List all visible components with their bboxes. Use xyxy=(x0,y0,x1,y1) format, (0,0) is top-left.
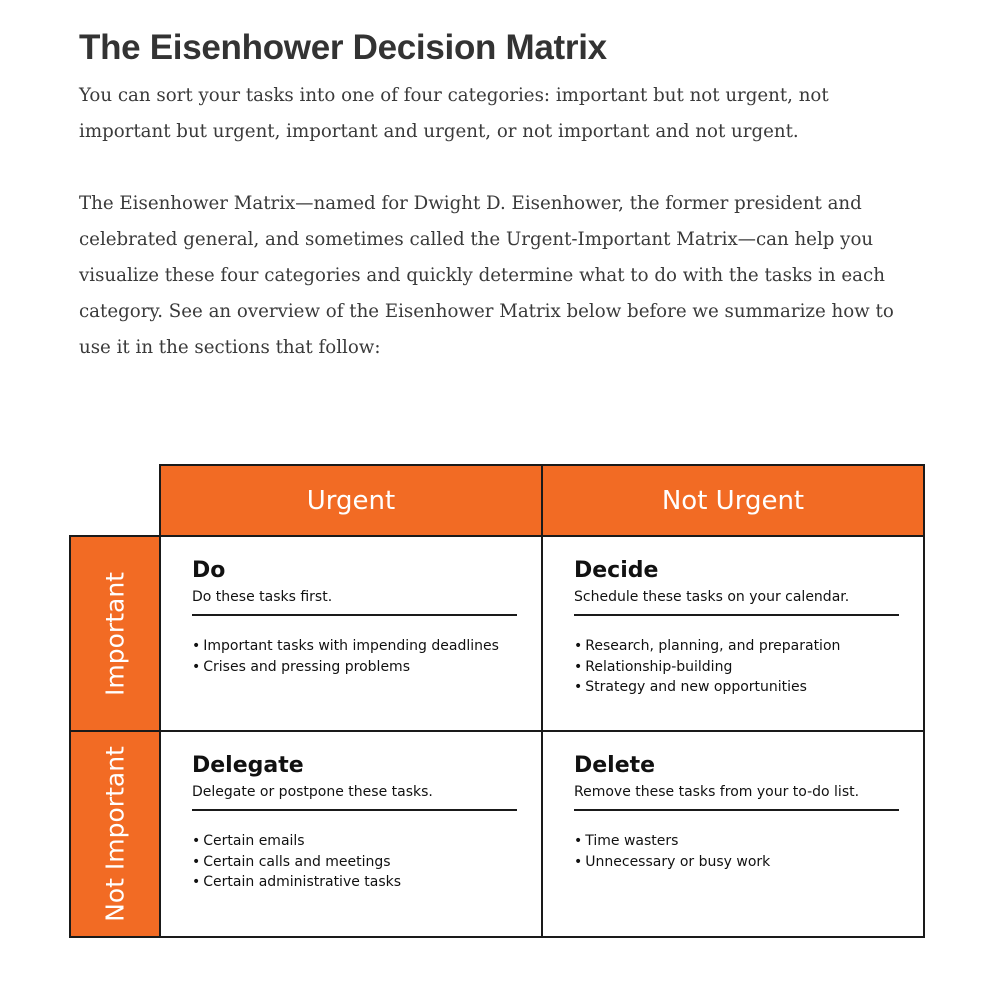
quadrant-delete xyxy=(541,730,925,938)
row-header-important xyxy=(69,535,161,732)
quadrant-title: Do xyxy=(192,558,226,583)
quadrant-title: Decide xyxy=(574,558,659,583)
list-item: • Certain administrative tasks xyxy=(192,872,401,893)
row-label-not-important: Not Important xyxy=(100,746,130,922)
quadrant-task-list xyxy=(574,831,770,872)
list-item: • Strategy and new opportunities xyxy=(574,677,840,698)
list-item: • Certain emails xyxy=(192,831,401,852)
quadrant-subtitle: Remove these tasks from your to-do list. xyxy=(574,784,860,800)
list-item: • Certain calls and meetings xyxy=(192,852,401,873)
quadrant-task-list xyxy=(192,831,401,893)
quadrant-title: Delegate xyxy=(192,753,304,778)
intro-paragraph: You can sort your tasks into one of four categories: important but not urgent, not important but urgent, important and urgent, or not important and not urgent. xyxy=(79,85,829,142)
row-header-not-important xyxy=(69,730,161,938)
quadrant-title: Delete xyxy=(574,753,656,778)
quadrant-task-list xyxy=(192,636,499,677)
column-header-not-urgent: Not Urgent xyxy=(541,464,925,537)
quadrant-do xyxy=(159,535,543,732)
quadrant-subtitle: Delegate or postpone these tasks. xyxy=(192,784,433,800)
list-item: • Unnecessary or busy work xyxy=(574,852,770,873)
quadrant-subtitle: Schedule these tasks on your calendar. xyxy=(574,589,850,605)
divider xyxy=(574,614,899,616)
quadrant-task-list xyxy=(574,636,840,698)
divider xyxy=(192,809,517,811)
divider xyxy=(192,614,517,616)
quadrant-subtitle: Do these tasks first. xyxy=(192,589,333,605)
column-header-urgent: Urgent xyxy=(159,464,543,537)
list-item: • Time wasters xyxy=(574,831,770,852)
list-item: • Important tasks with impending deadlines xyxy=(192,636,499,657)
list-item: • Research, planning, and preparation xyxy=(574,636,840,657)
row-label-important: Important xyxy=(100,571,130,696)
page-title: The Eisenhower Decision Matrix xyxy=(79,28,607,67)
divider xyxy=(574,809,899,811)
quadrant-decide xyxy=(541,535,925,732)
list-item: • Relationship-building xyxy=(574,657,840,678)
quadrant-delegate xyxy=(159,730,543,938)
list-item: • Crises and pressing problems xyxy=(192,657,499,678)
description-paragraph: The Eisenhower Matrix—named for Dwight D. Eisenhower, the former president and celebrated general, and sometimes called the Urgent-Important Matrix—can help you visualize these four categories and quickly determine what to do with the tasks in each category. See an overview of the Eisenhower Matrix below before we summarize how to use it in the sections that follow: xyxy=(79,193,894,358)
